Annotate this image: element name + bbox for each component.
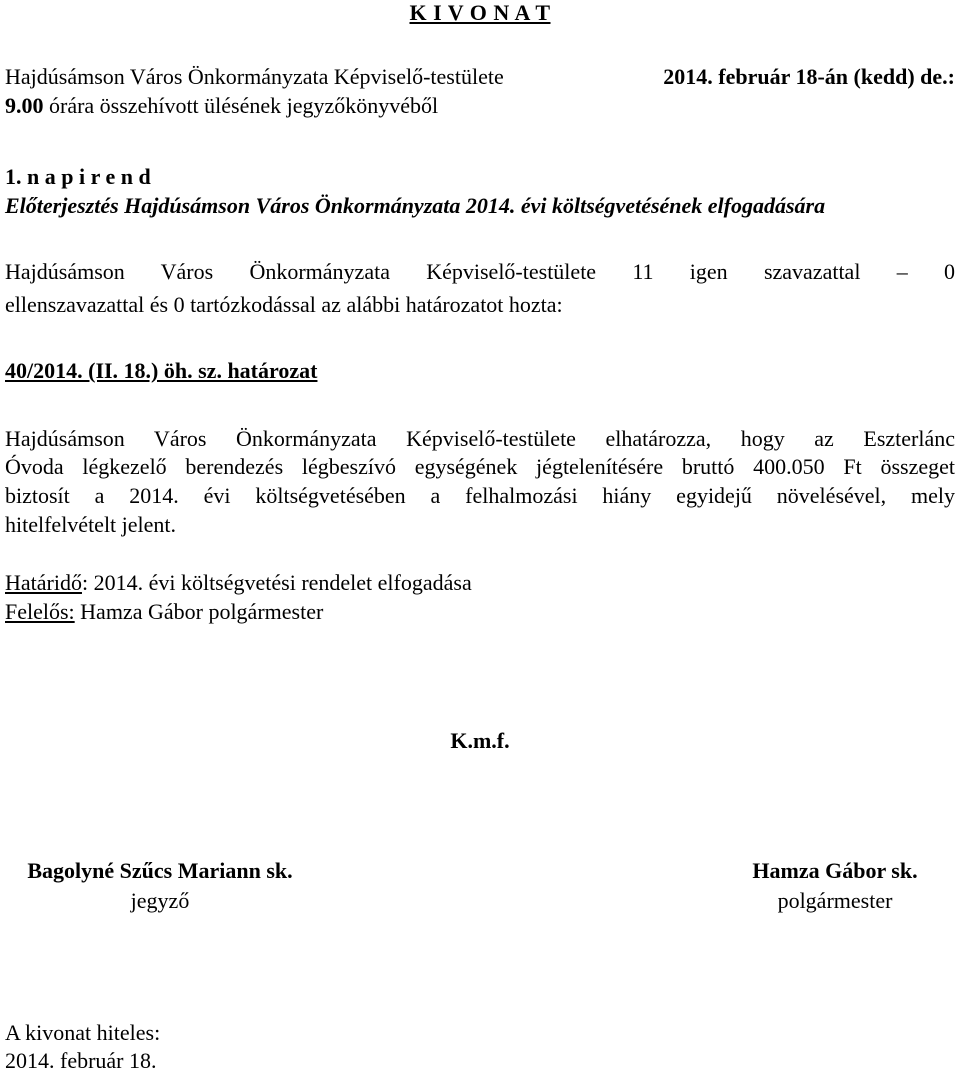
certification-date: 2014. február 18. — [5, 1048, 157, 1073]
intro-suffix: órára összehívott ülésének jegyzőkönyvéből — [43, 93, 439, 118]
meeting-date: 2014. február 18-án (kedd) de.: — [663, 64, 955, 89]
intro-line-2 — [5, 91, 955, 120]
signer-role-left: jegyző — [130, 888, 190, 913]
responsible-value: Hamza Gábor polgármester — [74, 599, 324, 624]
resolution-number: 40/2014. (II. 18.) öh. sz. határozat — [5, 358, 318, 383]
signature-left — [5, 856, 315, 915]
signature-right — [720, 856, 950, 915]
signer-role-right: polgármester — [777, 888, 893, 913]
deadline-label: Határidő — [5, 570, 82, 595]
agenda-subject: Előterjesztés Hajdúsámson Város Önkormányzata 2014. évi költségvetésének elfogadására — [5, 193, 826, 218]
agenda-number: 1. n a p i r e n d — [5, 164, 151, 189]
signer-name-right: Hamza Gábor sk. — [752, 858, 918, 883]
vote-line-2: ellenszavazattal és 0 tartózkodással az alábbi határozatot hozta: — [5, 292, 563, 317]
document-title: K I V O N A T — [409, 0, 551, 25]
meeting-time: 9.00 — [5, 93, 44, 118]
kmf-label: K.m.f. — [450, 728, 510, 753]
resolution-line-2: Óvoda légkezelő berendezés légbeszívó egységének jégtelenítésére bruttó 400.050 Ft összeget — [5, 454, 955, 479]
deadline-value: : 2014. évi költségvetési rendelet elfogadása — [81, 570, 472, 595]
vote-line-1: Hajdúsámson Város Önkormányzata Képviselő-testülete 11 igen szavazattal – 0 — [5, 259, 955, 284]
intro-line-1 — [5, 62, 955, 91]
responsible — [5, 597, 955, 626]
responsible-label: Felelős: — [5, 599, 75, 624]
certification-label: A kivonat hiteles: — [5, 1020, 161, 1045]
intro-body: Hajdúsámson Város Önkormányzata Képviselő-testülete — [5, 64, 504, 89]
signer-name-left: Bagolyné Szűcs Mariann sk. — [27, 858, 293, 883]
resolution-line-3: biztosít a 2014. évi költségvetésében a felhalmozási hiány egyidejű növelésével, mely — [5, 483, 955, 508]
deadline — [5, 568, 955, 597]
resolution-line-1: Hajdúsámson Város Önkormányzata Képviselő-testülete elhatározza, hogy az Eszterlánc — [5, 426, 955, 451]
resolution-line-4: hitelfelvételt jelent. — [5, 512, 177, 537]
